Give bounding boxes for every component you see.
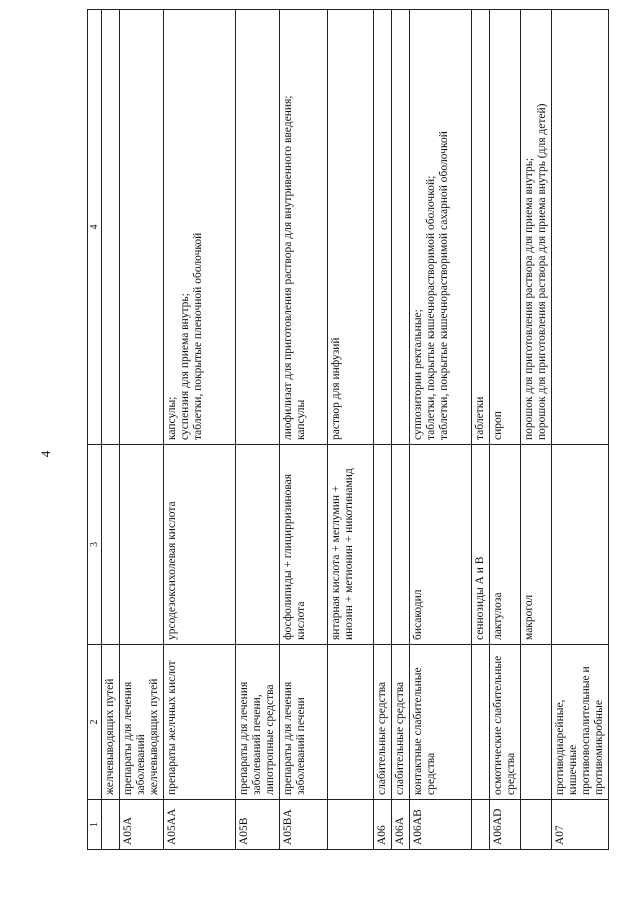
substance-cell: янтарная кислота + меглумин + инозин + метионин + никотинамид: [328, 445, 374, 645]
table-row: [472, 10, 490, 850]
table-row: [280, 10, 328, 850]
group-name-cell: препараты для лечения заболеваний печени: [280, 645, 328, 800]
group-name-cell: [472, 645, 490, 800]
dosage-form-line: суспензия для приема внутрь;: [179, 293, 191, 440]
dosage-forms-cell: [472, 10, 490, 445]
group-name-cell: контактные слабительные средства: [410, 645, 472, 800]
dosage-form-line: сироп: [492, 411, 504, 440]
dosage-form-line: капсулы;: [166, 396, 178, 440]
dosage-form-line: таблетки, покрытые кишечнорастворимой оболочкой;: [425, 175, 437, 440]
dosage-forms-cell: [392, 10, 410, 445]
table-row: [490, 10, 521, 850]
dosage-form-line: лиофилизат для приготовления раствора для внутривенного введения;: [282, 95, 294, 440]
atc-code-cell: [328, 800, 374, 850]
table-body: [102, 10, 609, 850]
dosage-form-line: таблетки, покрытые пленочной оболочкой: [192, 232, 204, 440]
substance-cell: [374, 445, 392, 645]
group-name-cell: препараты для лечения заболеваний желчевыводящих путей: [120, 645, 164, 800]
header-col-1: 1: [88, 800, 102, 850]
dosage-forms-cell: [102, 10, 120, 445]
atc-code-cell: A06AD: [490, 800, 521, 850]
substance-cell: [552, 445, 609, 645]
page-number: 4: [38, 450, 53, 458]
atc-code-cell: A06: [374, 800, 392, 850]
table-row: [102, 10, 120, 850]
atc-code-cell: A06AB: [410, 800, 472, 850]
document-table-container: [87, 30, 605, 850]
table-header-row: [88, 10, 102, 850]
atc-code-cell: A05BA: [280, 800, 328, 850]
drug-list-table: [87, 9, 609, 850]
group-name-cell: препараты для лечения заболеваний печени, липотропные средства: [236, 645, 280, 800]
table-row: [374, 10, 392, 850]
substance-cell: бисакодил: [410, 445, 472, 645]
dosage-form-line: порошок для приготовления раствора для приема внутрь;: [523, 157, 535, 440]
table-row: [410, 10, 472, 850]
substance-cell: [236, 445, 280, 645]
dosage-forms-cell: [410, 10, 472, 445]
table-row: [521, 10, 552, 850]
dosage-form-line: порошок для приготовления раствора для приема внутрь (для детей): [536, 103, 548, 440]
group-name-cell: [521, 645, 552, 800]
substance-cell: [102, 445, 120, 645]
atc-code-cell: A07: [552, 800, 609, 850]
atc-code-cell: [102, 800, 120, 850]
atc-code-cell: [521, 800, 552, 850]
atc-code-cell: A06A: [392, 800, 410, 850]
dosage-forms-cell: [280, 10, 328, 445]
dosage-form-line: суппозитории ректальные;: [412, 309, 424, 440]
dosage-form-line: капсулы: [295, 399, 307, 440]
atc-code-cell: A05AA: [164, 800, 236, 850]
table-row: [164, 10, 236, 850]
substance-cell: [120, 445, 164, 645]
substance-cell: фосфолипиды + глицирризиновая кислота: [280, 445, 328, 645]
substance-cell: макрогол: [521, 445, 552, 645]
table-row: [236, 10, 280, 850]
dosage-forms-cell: [552, 10, 609, 445]
atc-code-cell: [472, 800, 490, 850]
substance-cell: урсодезоксихолевая кислота: [164, 445, 236, 645]
group-name-cell: осмотические слабительные средства: [490, 645, 521, 800]
group-name-cell: препараты желчных кислот: [164, 645, 236, 800]
dosage-forms-cell: [120, 10, 164, 445]
group-name-cell: противодиарейные, кишечные противовоспалительные и противомикробные: [552, 645, 609, 800]
dosage-forms-cell: [374, 10, 392, 445]
header-col-2: 2: [88, 645, 102, 800]
dosage-form-line: раствор для инфузий: [330, 337, 342, 440]
dosage-forms-cell: [236, 10, 280, 445]
dosage-forms-cell: [490, 10, 521, 445]
header-col-4: 4: [88, 10, 102, 445]
group-name-cell: слабительные средства: [392, 645, 410, 800]
group-name-cell: желчевыводящих путей: [102, 645, 120, 800]
dosage-form-line: таблетки: [474, 396, 486, 440]
atc-code-cell: A05B: [236, 800, 280, 850]
dosage-forms-cell: [328, 10, 374, 445]
group-name-cell: [328, 645, 374, 800]
header-col-3: 3: [88, 445, 102, 645]
substance-cell: [392, 445, 410, 645]
substance-cell: лактулоза: [490, 445, 521, 645]
dosage-forms-cell: [521, 10, 552, 445]
group-name-cell: слабительные средства: [374, 645, 392, 800]
table-row: [552, 10, 609, 850]
table-row: [392, 10, 410, 850]
dosage-forms-cell: [164, 10, 236, 445]
table-row: [120, 10, 164, 850]
table-row: [328, 10, 374, 850]
atc-code-cell: A05A: [120, 800, 164, 850]
substance-cell: сеннозиды А и В: [472, 445, 490, 645]
dosage-form-line: таблетки, покрытые кишечнорастворимой сахарной оболочкой: [438, 131, 450, 440]
